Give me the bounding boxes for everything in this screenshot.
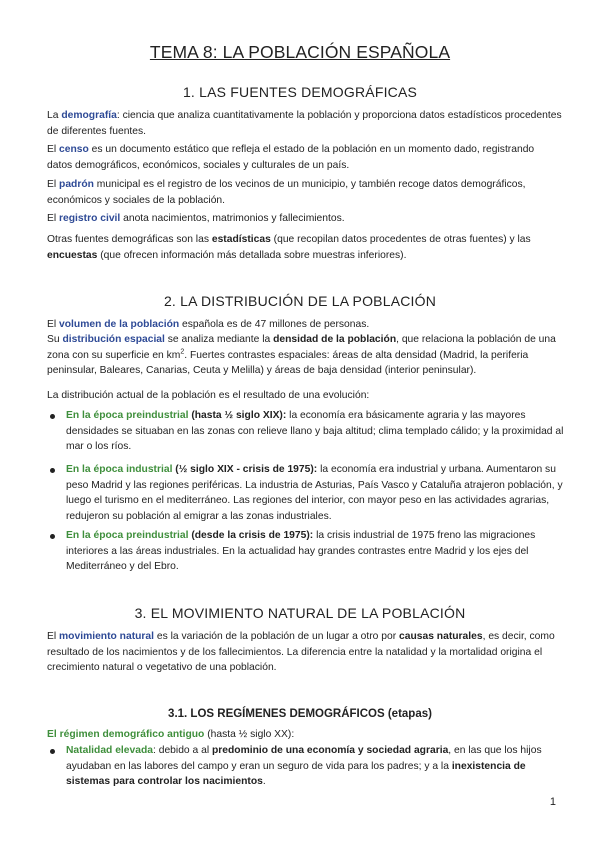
paragraph-otras-fuentes: Otras fuentes demográficas son las estadísticas (que recopilan datos procedentes de otras fuentes) y las encuestas (que ofrecen información más detallada sobre muestras inferiores).: [47, 234, 531, 261]
section-2-heading: 2. LA DISTRIBUCIÓN DE LA POBLACIÓN: [163, 293, 437, 309]
subsection-heading: 3.1. LOS REGÍMENES DEMOGRÁFICOS (etapas): [168, 708, 432, 720]
page-title: TEMA 8: LA POBLACIÓN ESPAÑOLA: [149, 42, 451, 62]
bullet-dot: [50, 414, 55, 419]
bullet-epoca-actual: En la época preindustrial (desde la crisis de 1975): la crisis industrial de 1975 freno las migraciones interiores a las áreas industriales. En la actualidad hay grandes contrastes entre Madrid y los ejes del Mediterráneo y del Ebro.: [66, 530, 536, 572]
paragraph-distribucion: Su distribución espacial se analiza mediante la densidad de la población, que relaciona la población de una zona con su superficie en $km^2$. Fuertes contrastes espaciales: áreas de alta densidad (Madrid, la periferia peninsular, Baleares, Canarias, Ceuta y Melilla) y áreas de baja densidad (interior peninsular).: [47, 334, 556, 376]
paragraph-padron: El padrón municipal es el registro de los vecinos de un municipio, y también recoge datos demográficos, económicos y sociales de la población.: [47, 179, 526, 206]
paragraph-volumen: El volumen de la población española es de 47 millones de personas.: [47, 319, 370, 330]
paragraph-demografia: La demografía: ciencia que analiza cuantitativamente la población y proporciona datos estadísticos procedentes de diferentes fuentes.: [47, 110, 562, 137]
bullet-epoca-industrial: En la época industrial (½ siglo XIX - crisis de 1975): la economía era industrial y urbana. Aumentaron su peso Madrid y las regiones periféricas. La industria de Asturias, País Vasco y Cataluña atrajeron población, y luego el turismo en el mediterráneo. Las regiones del interior, con mayor peso en las actividades agrarias, redujeron su población al emigrar a las zonas industriales.: [66, 464, 563, 522]
section-3-heading: 3. EL MOVIMIENTO NATURAL DE LA POBLACIÓN: [134, 605, 466, 621]
bullet-dot: [50, 534, 55, 539]
paragraph-censo: El censo es un documento estático que refleja el estado de la población en un momento dado, registrando datos demográficos, económicos, sociales y culturales de un país.: [47, 144, 535, 171]
bullet-epoca-preindustrial: En la época preindustrial (hasta ½ siglo XIX): la economía era básicamente agraria y las mayores densidades se situaban en las zonas con relieve llano y baja altitud; clima templado cálido; y la proximidad al mar o los ríos.: [66, 410, 564, 452]
paragraph-evolucion-intro: La distribución actual de la población es el resultado de una evolución:: [47, 390, 370, 401]
paragraph-movimiento-natural: El movimiento natural es la variación de la población de un lugar a otro por causas naturales, es decir, como resultado de los nacimientos y de los fallecimientos. La diferencia entre la natalidad y la mortalidad origina el crecimiento natural o vegetativo de una población.: [47, 631, 555, 673]
regimen-antiguo-label: El régimen demográfico antiguo (hasta ½ siglo XX):: [47, 729, 295, 740]
bullet-natalidad-elevada: Natalidad elevada: debido a al predominio de una economía y sociedad agraria, en las que los hijos ayudaban en las labores del campo y eran un seguro de vida para los padres; y a la inexistencia de sistemas para controlar los nacimientos.: [66, 745, 542, 787]
paragraph-registro-civil: El registro civil anota nacimientos, matrimonios y fallecimientos.: [47, 213, 345, 224]
page-number: 1: [549, 796, 556, 808]
bullet-dot: [50, 749, 55, 754]
bullet-dot: [50, 468, 55, 473]
section-1-heading: 1. LAS FUENTES DEMOGRÁFICAS: [182, 84, 418, 100]
